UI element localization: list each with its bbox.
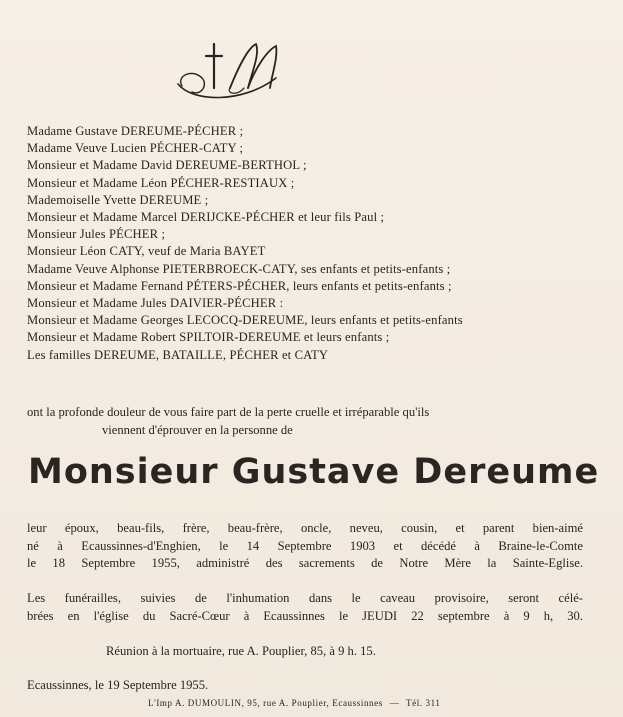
cross-monogram-logo xyxy=(172,38,292,110)
reunion-notice: Réunion à la mortuaire, rue A. Pouplier, 85, à 9 h. 15. xyxy=(106,644,376,658)
family-line: Mademoiselle Yvette DEREUME ; xyxy=(27,192,209,207)
deceased-details xyxy=(27,520,583,573)
announcement-intro xyxy=(27,404,583,439)
printer-phone: Tél. 311 xyxy=(406,698,441,708)
family-line: Monsieur et Madame Léon PÉCHER-RESTIAUX ; xyxy=(27,175,295,190)
printer-separator: — xyxy=(389,698,400,708)
family-line: Monsieur et Madame Marcel DERIJCKE-PÉCHER et leur fils Paul ; xyxy=(27,210,385,225)
family-line: Monsieur et Madame David DEREUME-BERTHOL ; xyxy=(27,158,307,173)
details-line: le 18 Septembre 1955, administré des sacrements de Notre Mère la Sainte-Eglise. xyxy=(27,556,583,571)
family-line: Madame Gustave DEREUME-PÉCHER ; xyxy=(27,124,244,138)
funeral-line: brées en l'église du Sacré-Cœur à Ecaussinnes le JEUDI 22 septembre à 9 h, 30. xyxy=(27,608,583,623)
family-line: Monsieur et Madame Georges LECOCQ-DEREUME, leurs enfants et petits-enfants xyxy=(27,313,463,328)
family-line: Monsieur et Madame Jules DAIVIER-PÉCHER : xyxy=(27,296,284,311)
intro-line: viennent d'éprouver en la personne de xyxy=(102,422,293,437)
funeral-details xyxy=(27,590,583,625)
family-line: Madame Veuve Lucien PÉCHER-CATY ; xyxy=(27,141,244,156)
printer-credit xyxy=(148,698,444,708)
deceased-name: Monsieur Gustave Dereume xyxy=(28,452,600,492)
intro-line: ont la profonde douleur de vous faire part de la perte cruelle et irréparable qu'ils xyxy=(27,405,430,419)
family-list xyxy=(27,123,597,364)
family-line: Monsieur et Madame Robert SPILTOIR-DEREUME et leurs enfants ; xyxy=(27,330,390,345)
family-line: Monsieur Jules PÉCHER ; xyxy=(27,227,166,242)
funeral-line: Les funérailles, suivies de l'inhumation dans le caveau provisoire, seront célé- xyxy=(27,591,583,605)
family-line: Monsieur et Madame Fernand PÉTERS-PÉCHER, leurs enfants et petits-enfants ; xyxy=(27,278,452,293)
family-line: Les familles DEREUME, BATAILLE, PÉCHER et CATY xyxy=(27,347,329,362)
printer-name: L'Imp A. DUMOULIN, 95, rue A. Pouplier, Ecaussinnes xyxy=(148,698,383,708)
family-line: Monsieur Léon CATY, veuf de Maria BAYET xyxy=(27,244,266,259)
place-and-date: Ecaussinnes, le 19 Septembre 1955. xyxy=(27,678,209,692)
details-line: leur époux, beau-fils, frère, beau-frère, oncle, neveu, cousin, et parent bien-aimé xyxy=(27,521,583,535)
details-line: né à Ecaussinnes-d'Enghien, le 14 Septembre 1903 et décédé à Braine-le-Comte xyxy=(27,538,583,553)
family-line: Madame Veuve Alphonse PIETERBROECK-CATY, ses enfants et petits-enfants ; xyxy=(27,261,451,276)
